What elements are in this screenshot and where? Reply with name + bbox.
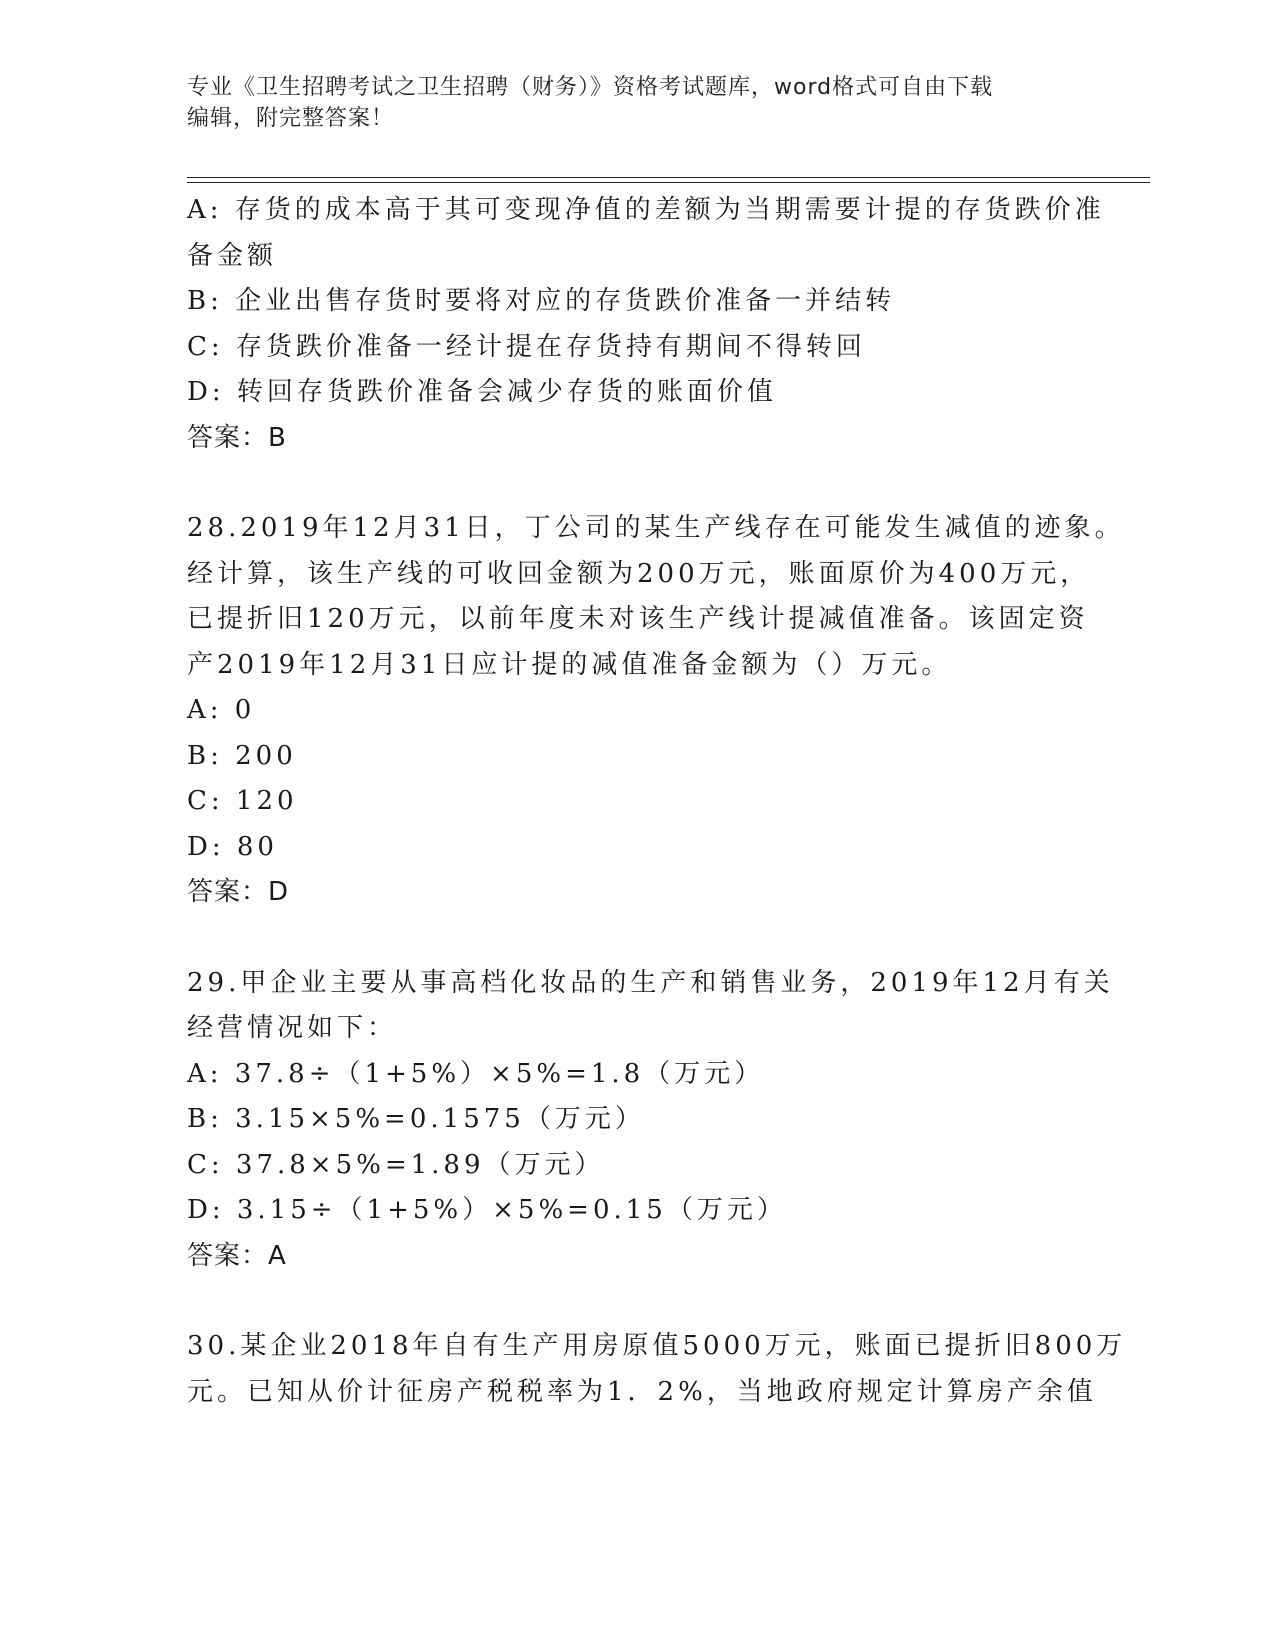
question-29 xyxy=(187,961,1114,1280)
question-27 xyxy=(187,188,1105,461)
header-line-2: 编辑，附完整答案！ xyxy=(187,106,395,131)
question-stem-line: 29.甲企业主要从事高档化妆品的生产和销售业务，2019年12月有关 xyxy=(187,967,1114,998)
option-c: C: 120 xyxy=(187,786,298,816)
question-stem-line: 28.2019年12月31日，丁公司的某生产线存在可能发生减值的迹象。 xyxy=(187,513,1125,543)
option-a-continued: 备金额 xyxy=(187,240,278,271)
option-c: C: 37.8×5%=1.89（万元） xyxy=(187,1149,605,1180)
option-a: A: 37.8÷（1+5%）×5%=1.8（万元） xyxy=(187,1058,765,1089)
option-b: B: 3.15×5%=0.1575（万元） xyxy=(187,1104,645,1134)
question-30 xyxy=(187,1324,1127,1415)
option-a: A: 0 xyxy=(187,695,256,725)
option-d: D: 3.15÷（1+5%）×5%=0.15（万元） xyxy=(187,1195,787,1225)
document-header xyxy=(187,72,1087,134)
question-stem-line: 产2019年12月31日应计提的减值准备金额为（）万元。 xyxy=(187,649,952,680)
answer-line: 答案：A xyxy=(187,1240,287,1271)
question-stem-line: 已提折旧120万元，以前年度未对该生产线计提减值准备。该固定资 xyxy=(187,604,1089,634)
question-stem-line: 经营情况如下： xyxy=(187,1013,398,1043)
question-gap xyxy=(187,916,1087,961)
header-divider-bottom xyxy=(187,182,1150,183)
option-b: B: 200 xyxy=(187,740,297,771)
question-gap xyxy=(187,461,1087,506)
option-c: C: 存货跌价准备一经计提在存货持有期间不得转回 xyxy=(187,331,866,362)
option-d: D: 80 xyxy=(187,831,278,862)
option-b: B: 企业出售存货时要将对应的存货跌价准备一并结转 xyxy=(187,286,896,316)
answer-line: 答案：D xyxy=(187,877,290,907)
question-28 xyxy=(187,506,1125,916)
question-stem-line: 经计算，该生产线的可收回金额为200万元，账面原价为400万元， xyxy=(187,558,1091,589)
option-d: D: 转回存货跌价准备会减少存货的账面价值 xyxy=(187,377,777,407)
question-gap xyxy=(187,1279,1087,1324)
question-list xyxy=(187,188,1127,1415)
question-stem-line: 30.某企业2018年自有生产用房原值5000万元，账面已提折旧800万 xyxy=(187,1331,1127,1361)
answer-line: 答案：B xyxy=(187,422,287,453)
header-divider-top xyxy=(187,177,1150,178)
question-stem-line: 元。已知从价计征房产税税率为1．2%，当地政府规定计算房产余值 xyxy=(187,1376,1097,1407)
header-line-1: 专业《卫生招聘考试之卫生招聘（财务）》资格考试题库，word格式可自由下载 xyxy=(187,75,994,100)
option-a: A: 存货的成本高于其可变现净值的差额为当期需要计提的存货跌价准 xyxy=(187,195,1105,225)
